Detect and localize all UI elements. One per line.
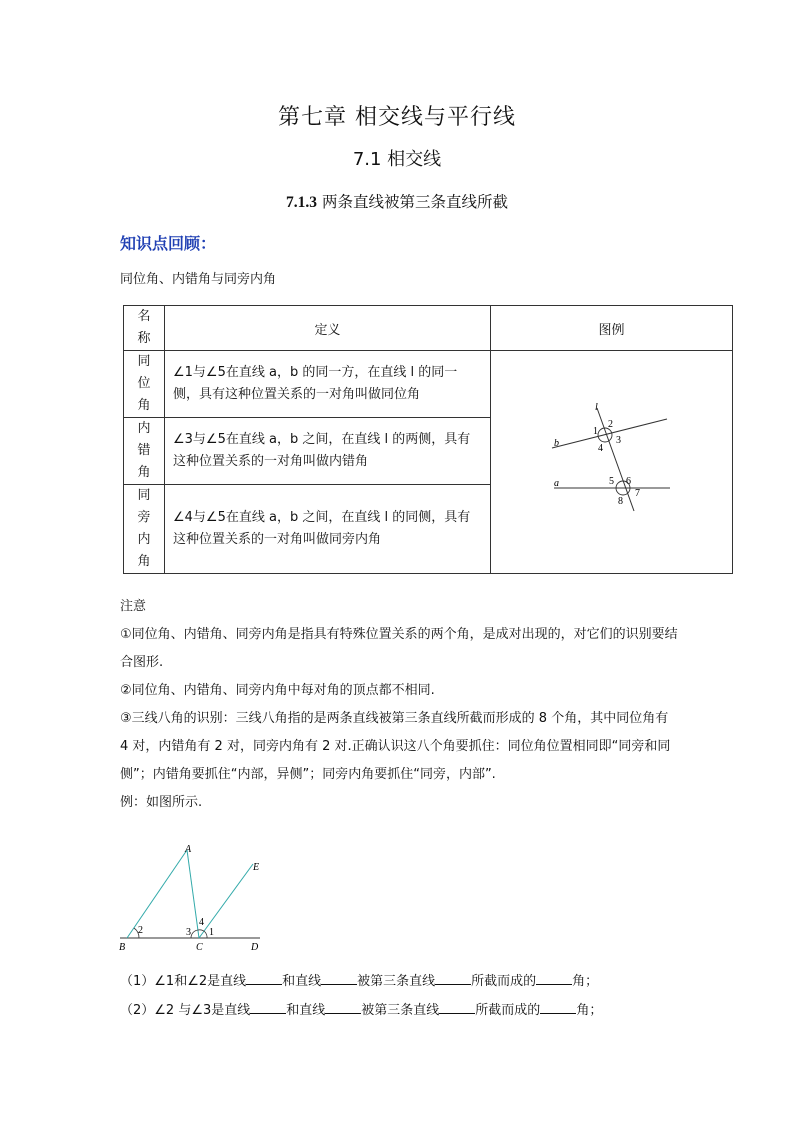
subsection-number: 7.1.3 [286, 194, 318, 211]
row-name: 同 旁 内 角 [124, 485, 165, 574]
table-header-row [124, 306, 733, 351]
chapter-title: 第七章 相交线与平行线 [278, 105, 516, 130]
notes-title: 注意 [120, 599, 147, 614]
label-5: 5 [608, 475, 614, 487]
label-angle-3: 3 [186, 927, 191, 938]
row-definition: ∠4与∠5在直线 a，b 之间，在直线 l 的同侧，具有这种位置关系的一对角叫做同旁内角 [165, 485, 491, 574]
answer-blank[interactable] [246, 972, 282, 985]
label-a: a [553, 477, 559, 489]
answer-blank[interactable] [439, 1001, 475, 1014]
example-figure [115, 840, 275, 955]
label-3: 3 [615, 434, 621, 446]
table-row [124, 351, 733, 418]
label-A: A [185, 844, 192, 855]
label-4: 4 [597, 442, 603, 454]
subsection-text: 两条直线被第三条直线所截 [321, 193, 508, 211]
segment-AB [127, 850, 187, 938]
label-D: D [251, 942, 259, 953]
row-name: 内 错 角 [124, 418, 165, 485]
note-item: ③三线八角的识别：三线八角指的是两条直线被第三条直线所截而形成的 8 个角，其中同位角有 4 对，内错角有 2 对，同旁内角有 2 对.正确认识这八个角要抓住：同位角位置相同即“同旁和同侧”；内错角要抓住“内部，异侧”；同旁内角要抓住“同旁，内部”. [120, 711, 671, 782]
header-figure: 图例 [491, 306, 733, 351]
label-6: 6 [625, 475, 631, 487]
review-heading: 知识点回顾： [120, 234, 217, 253]
label-angle-1: 1 [209, 927, 214, 938]
answer-blank[interactable] [321, 972, 357, 985]
label-8: 8 [617, 495, 623, 507]
note-item: ②同位角、内错角、同旁内角中每对角的顶点都不相同. [120, 683, 435, 698]
label-angle-4: 4 [199, 917, 204, 928]
answer-blank[interactable] [250, 1001, 286, 1014]
segment-AC [187, 850, 199, 938]
answer-blank[interactable] [540, 1001, 576, 1014]
label-2: 2 [607, 418, 613, 430]
line-l [597, 408, 634, 511]
label-7: 7 [634, 487, 640, 499]
row-definition: ∠1与∠5在直线 a，b 的同一方，在直线 l 的同一侧，具有这种位置关系的一对角叫做同位角 [165, 351, 491, 418]
row-name: 同 位 角 [124, 351, 165, 418]
label-b: b [553, 437, 559, 449]
question-2: （2）∠2 与∠3是直线 和直线 被第三条直线 所截而成的 角； [120, 1003, 603, 1018]
knowledge-table [123, 305, 733, 574]
answer-blank[interactable] [325, 1001, 361, 1014]
answer-blank[interactable] [435, 972, 471, 985]
header-definition: 定义 [165, 306, 491, 351]
label-l: l [594, 401, 598, 413]
label-E: E [253, 862, 260, 873]
label-B: B [119, 942, 126, 953]
answer-blank[interactable] [536, 972, 572, 985]
subsection-title [0, 190, 794, 212]
parallel-lines-figure [492, 353, 732, 568]
section-title: 7.1 相交线 [352, 149, 442, 170]
ray-CE [199, 864, 253, 938]
label-C: C [196, 942, 203, 953]
example-line: 例：如图所示. [120, 795, 203, 810]
row-definition: ∠3与∠5在直线 a，b 之间，在直线 l 的两侧，具有这种位置关系的一对角叫做内错角 [165, 418, 491, 485]
note-item: ①同位角、内错角、同旁内角是指具有特殊位置关系的两个角，是成对出现的，对它们的识别要结合图形. [120, 627, 678, 670]
header-name-cell: 名 称 [124, 306, 165, 351]
label-1: 1 [592, 425, 598, 437]
question-1: （1）∠1和∠2是直线 和直线 被第三条直线 所截而成的 角； [120, 974, 599, 989]
notes-section [120, 593, 680, 817]
label-angle-2: 2 [138, 925, 143, 936]
intro-line: 同位角、内错角与同旁内角 [120, 272, 277, 287]
figure-cell [491, 351, 733, 574]
